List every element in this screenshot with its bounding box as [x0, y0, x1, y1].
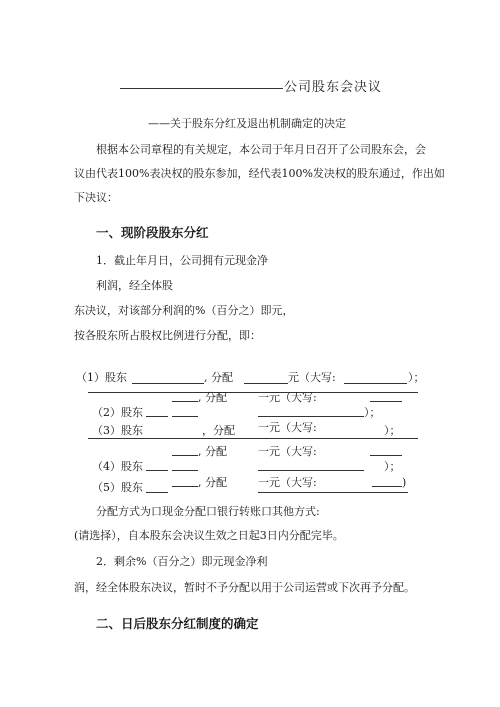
row3-alloc-label: ，分配	[202, 424, 235, 437]
section-1-heading: 一、现阶段股东分红	[96, 225, 209, 240]
row2-amount-blank	[172, 401, 198, 402]
row4-name-blank-2	[172, 470, 198, 471]
payment-method: 分配方式为口现金分配口银行转账口其他方式:	[96, 505, 320, 518]
row5-shareholder-label: （5）股东	[92, 481, 143, 494]
row2-capital-blank-top	[370, 401, 402, 402]
row1-alloc-label: , 分配	[204, 371, 233, 384]
row3-end: ）；	[384, 424, 401, 437]
row4-capital-blank-top	[370, 455, 402, 456]
row4-shareholder-label: （4）股东	[92, 460, 143, 473]
row5-name-blank	[146, 492, 168, 493]
document-title: 公司股东会决议	[284, 80, 383, 95]
item1-line-1: 1．截止年月日，公司拥有元现金净	[96, 254, 268, 267]
row3-rule	[88, 438, 418, 439]
payment-note: (请选择），自本股东会决议生效之日起3日内分配完毕。	[74, 529, 344, 542]
row5-capital-blank	[372, 486, 402, 487]
item1-line-3: 东决议，对该部分利润的%（百分之）即元，	[74, 304, 294, 317]
row5-rule	[258, 492, 408, 493]
row4-yuan-label: 一元（大写:	[258, 445, 317, 458]
row2-name-blank-2	[172, 416, 198, 417]
row2-end: ）；	[364, 406, 381, 419]
row3-shareholder-label: （3）股东	[92, 424, 143, 437]
section-2-heading: 二、日后股东分红制度的确定	[96, 616, 259, 631]
row2-alloc-label: , 分配	[198, 391, 227, 404]
row1-capital-blank	[344, 383, 407, 384]
row4-amount-blank	[172, 455, 198, 456]
row1-rule	[88, 392, 418, 393]
row3-yuan-label: 一元（大写:	[258, 421, 317, 434]
row5-yuan-label: 一元（大写:	[258, 476, 317, 489]
row4-alloc-label: , 分配	[198, 445, 227, 458]
item1-line-2: 利润，经全体股	[96, 279, 173, 292]
row1-name-blank	[132, 383, 204, 384]
row4-end: ）；	[384, 460, 401, 473]
intro-line-1: 根据本公司章程的有关规定，本公司于年月日召开了公司股东会，会	[96, 143, 426, 156]
row2-yuan-label: 一元（大写:	[258, 391, 317, 404]
row2-name-blank	[146, 416, 168, 417]
document-subtitle: ——关于股东分红及退出机制确定的决定	[148, 117, 346, 130]
row2-shareholder-label: （2）股东	[92, 406, 143, 419]
row4-name-blank	[146, 470, 168, 471]
item1-line-4: 按各股东所占股权比例进行分配，即：	[74, 329, 261, 342]
row2-capital-blank	[258, 416, 364, 417]
row1-amount-blank	[244, 383, 288, 384]
row5-end: )	[402, 476, 407, 489]
item2-line-2: 润，经全体股东决议，暂时不予分配以用于公司运营或下次再予分配。	[74, 581, 415, 594]
row1-shareholder-label: （1）股东	[76, 371, 127, 384]
intro-line-2: 议由代表100%表决权的股东参加，经代表100%发决权的股东通过，作出如	[74, 167, 445, 180]
row4-capital-blank	[258, 470, 364, 471]
item2-line-1: 2．剩余%（百分之）即元现金净利	[96, 555, 268, 568]
row1-yuan-label: 元（大写:	[288, 371, 336, 384]
row5-amount-blank	[172, 486, 198, 487]
row1-end: ）；	[408, 371, 425, 384]
intro-line-3: 下决议：	[74, 191, 118, 204]
row5-alloc-label: , 分配	[198, 476, 227, 489]
company-name-blank	[120, 88, 283, 89]
